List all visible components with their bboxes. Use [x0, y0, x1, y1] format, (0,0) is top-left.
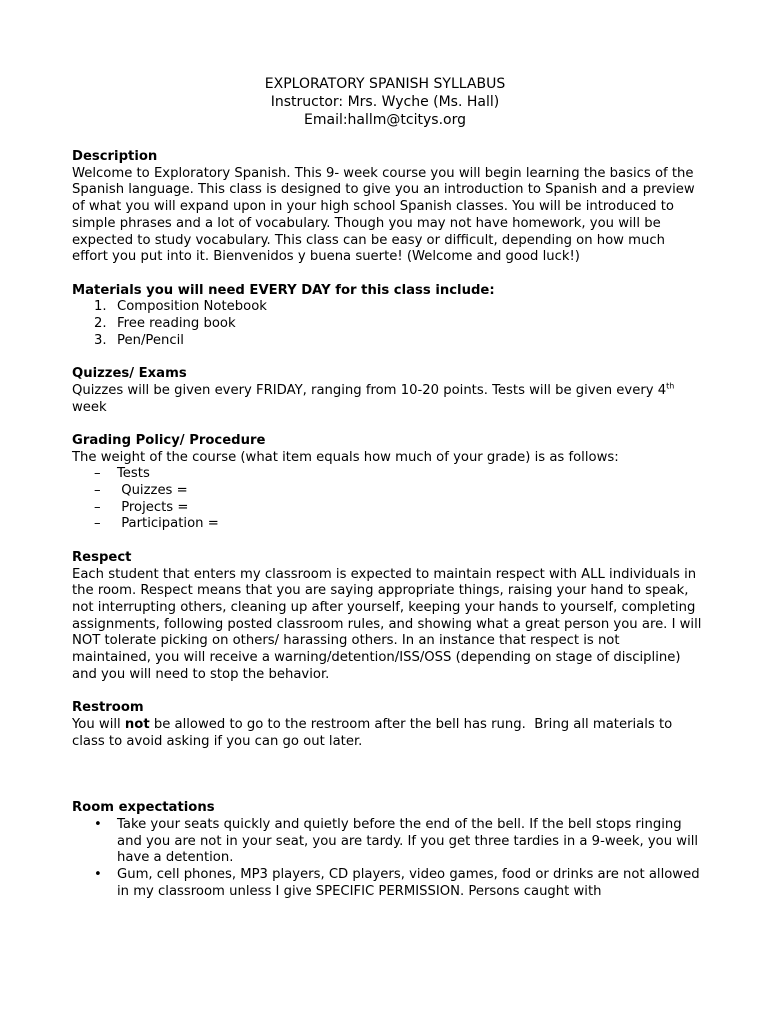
list-item: • Gum, cell phones, MP3 players, CD players, video games, food or drinks are not allowed in my classroom unless I give SPECIFIC PERMISSION. Persons caught with: [94, 867, 700, 899]
document-body: [72, 149, 702, 900]
list-item: 2. Free reading book: [94, 316, 236, 332]
materials-list: [72, 299, 702, 349]
materials-section: [72, 283, 702, 350]
page-title: EXPLORATORY SPANISH SYLLABUS: [264, 76, 506, 92]
description-heading: Description: [72, 149, 158, 164]
list-item: – Projects =: [94, 499, 189, 515]
room-list: [72, 817, 702, 901]
respect-text: Each student that enters my classroom is expected to maintain respect with ALL individuals in the room. Respect means that you are saying appropriate things, raising your hand to speak, not interrupting others, cleaning up after yourself, keeping your hands to yourself, completing assignments, following posted classroom rules, and showing what a great person you are. I will NOT tolerate picking on others/ harassing others. In an instance that respect is not maintained, you will receive a warning/detention/ISS/OSS (depending on stage of discipline) and you will need to stop the behavior.: [72, 566, 702, 682]
list-item: • Take your seats quickly and quietly before the end of the bell. If the bell stops ringing and you are not in your seat, you are tardy. If you get three tardies in a 9-week, you will have a detention.: [94, 816, 699, 866]
email-line: Email:hallm@tcitys.org: [304, 112, 466, 128]
respect-section: [72, 550, 702, 684]
list-item: – Quizzes =: [94, 483, 188, 499]
list-item: 3. Pen/Pencil: [94, 332, 184, 348]
description-section: [72, 149, 702, 266]
grading-list: [72, 466, 702, 533]
room-heading: Room expectations: [72, 800, 215, 816]
list-item: 1. Composition Notebook: [94, 299, 267, 315]
header: [0, 75, 770, 129]
materials-heading: Materials you will need EVERY DAY for this class include:: [72, 282, 495, 298]
quizzes-heading: Quizzes/ Exams: [72, 366, 187, 382]
list-item: – Tests: [94, 466, 150, 482]
instructor-line: Instructor: Mrs. Wyche (Ms. Hall): [270, 94, 500, 110]
respect-heading: Respect: [72, 549, 132, 565]
restroom-text: You will not be allowed to go to the restroom after the bell has rung. Bring all materials to class to avoid asking if you can go out later.: [72, 716, 677, 749]
description-text: Welcome to Exploratory Spanish. This 9- week course you will begin learning the basics of the Spanish language. This class is designed to give you an introduction to Spanish and a preview of what you will expand upon in your high school Spanish classes. You will be introduced to simple phrases and a lot of vocabulary. Though you may not have homework, you will be expected to study vocabulary. This class can be easy or difficult, depending on how much effort you put into it. Bienvenidos y buena suerte! (Welcome and good luck!): [72, 165, 695, 265]
restroom-section: [72, 700, 702, 750]
grading-section: [72, 433, 702, 533]
list-item: – Participation =: [94, 516, 219, 532]
grading-intro: The weight of the course (what item equals how much of your grade) is as follows:: [72, 449, 619, 465]
quizzes-text: Quizzes will be given every FRIDAY, ranging from 10-20 points. Tests will be given every 4th week: [72, 381, 675, 415]
restroom-heading: Restroom: [72, 700, 144, 716]
quizzes-section: [72, 366, 702, 416]
grading-heading: Grading Policy/ Procedure: [72, 432, 266, 448]
room-section: [72, 800, 702, 900]
